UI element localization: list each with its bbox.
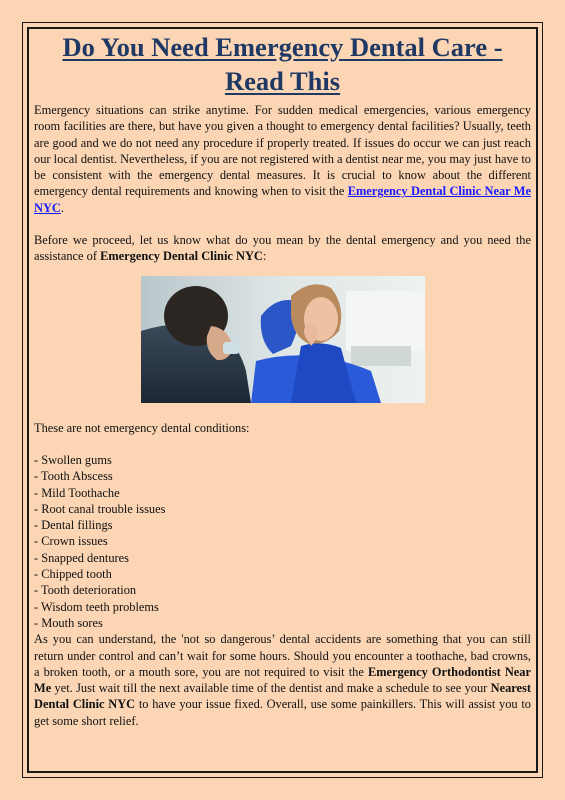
article	[34, 30, 531, 729]
second-paragraph	[34, 232, 531, 265]
list-item: - Crown issues	[34, 534, 108, 549]
list-item: - Swollen gums	[34, 452, 112, 467]
list-item: - Mild Toothache	[34, 485, 120, 500]
second-text: Before we proceed, let us know what do you mean by the dental emergency and you need the assistance of	[34, 233, 531, 264]
list-item: - Dental fillings	[34, 518, 113, 533]
list-item: - Root canal trouble issues	[34, 501, 166, 516]
list-item: - Chipped tooth	[34, 567, 112, 582]
list-item: - Tooth Abscess	[34, 469, 113, 484]
non-emergency-conditions-list	[34, 452, 531, 631]
intro-paragraph	[34, 102, 531, 216]
closing-text-2: yet. Just wait till the next available time of the dentist and make a schedule to see your	[51, 681, 491, 696]
orthodontist-bold: Emergency Orthodontist Near Me	[34, 664, 531, 696]
intro-end: .	[60, 200, 64, 215]
closing-text-1: As you can understand, the 'not so dangerous’ dental accidents are something that you can still return under control and can’t wait for some hours. Should you encounter a toothache, bad crowns, a broken tooth, or a mouth sore, you are not required to visit the	[34, 632, 531, 679]
dentist-patient-photo	[141, 276, 425, 403]
intro-text: Emergency situations can strike anytime. For sudden medical emergencies, various emergency room facilities are there, but have you given a thought to emergency dental facilities? Usually, teeth are good and we do not need any procedure if properly treated. If issues do occur we can just reach our local dentist. Nevertheless, if you are not registered with a dentist near me, you may just have to be consistent with the emergency dental measures. It is crucial to know about the different emergency dental requirements and knowing when to visit the	[34, 103, 531, 199]
list-item: - Tooth deterioration	[34, 583, 137, 598]
closing-paragraph	[34, 631, 531, 729]
list-intro: These are not emergency dental conditions:	[34, 420, 250, 435]
emergency-clinic-link[interactable]: Emergency Dental Clinic Near Me NYC	[34, 184, 531, 215]
second-end: :	[262, 249, 267, 264]
closing-text-3: to have your issue fixed. Overall, use some painkillers. This will assist you to get some short relief.	[34, 697, 531, 728]
article-title: Do You Need Emergency Dental Care - Read This	[62, 32, 503, 96]
list-item: - Wisdom teeth problems	[34, 599, 159, 614]
list-item: - Snapped dentures	[34, 550, 129, 565]
nearest-clinic-bold: Nearest Dental Clinic NYC	[34, 681, 531, 712]
list-item: - Mouth sores	[34, 615, 103, 630]
clinic-name-bold: Emergency Dental Clinic NYC	[100, 249, 263, 264]
